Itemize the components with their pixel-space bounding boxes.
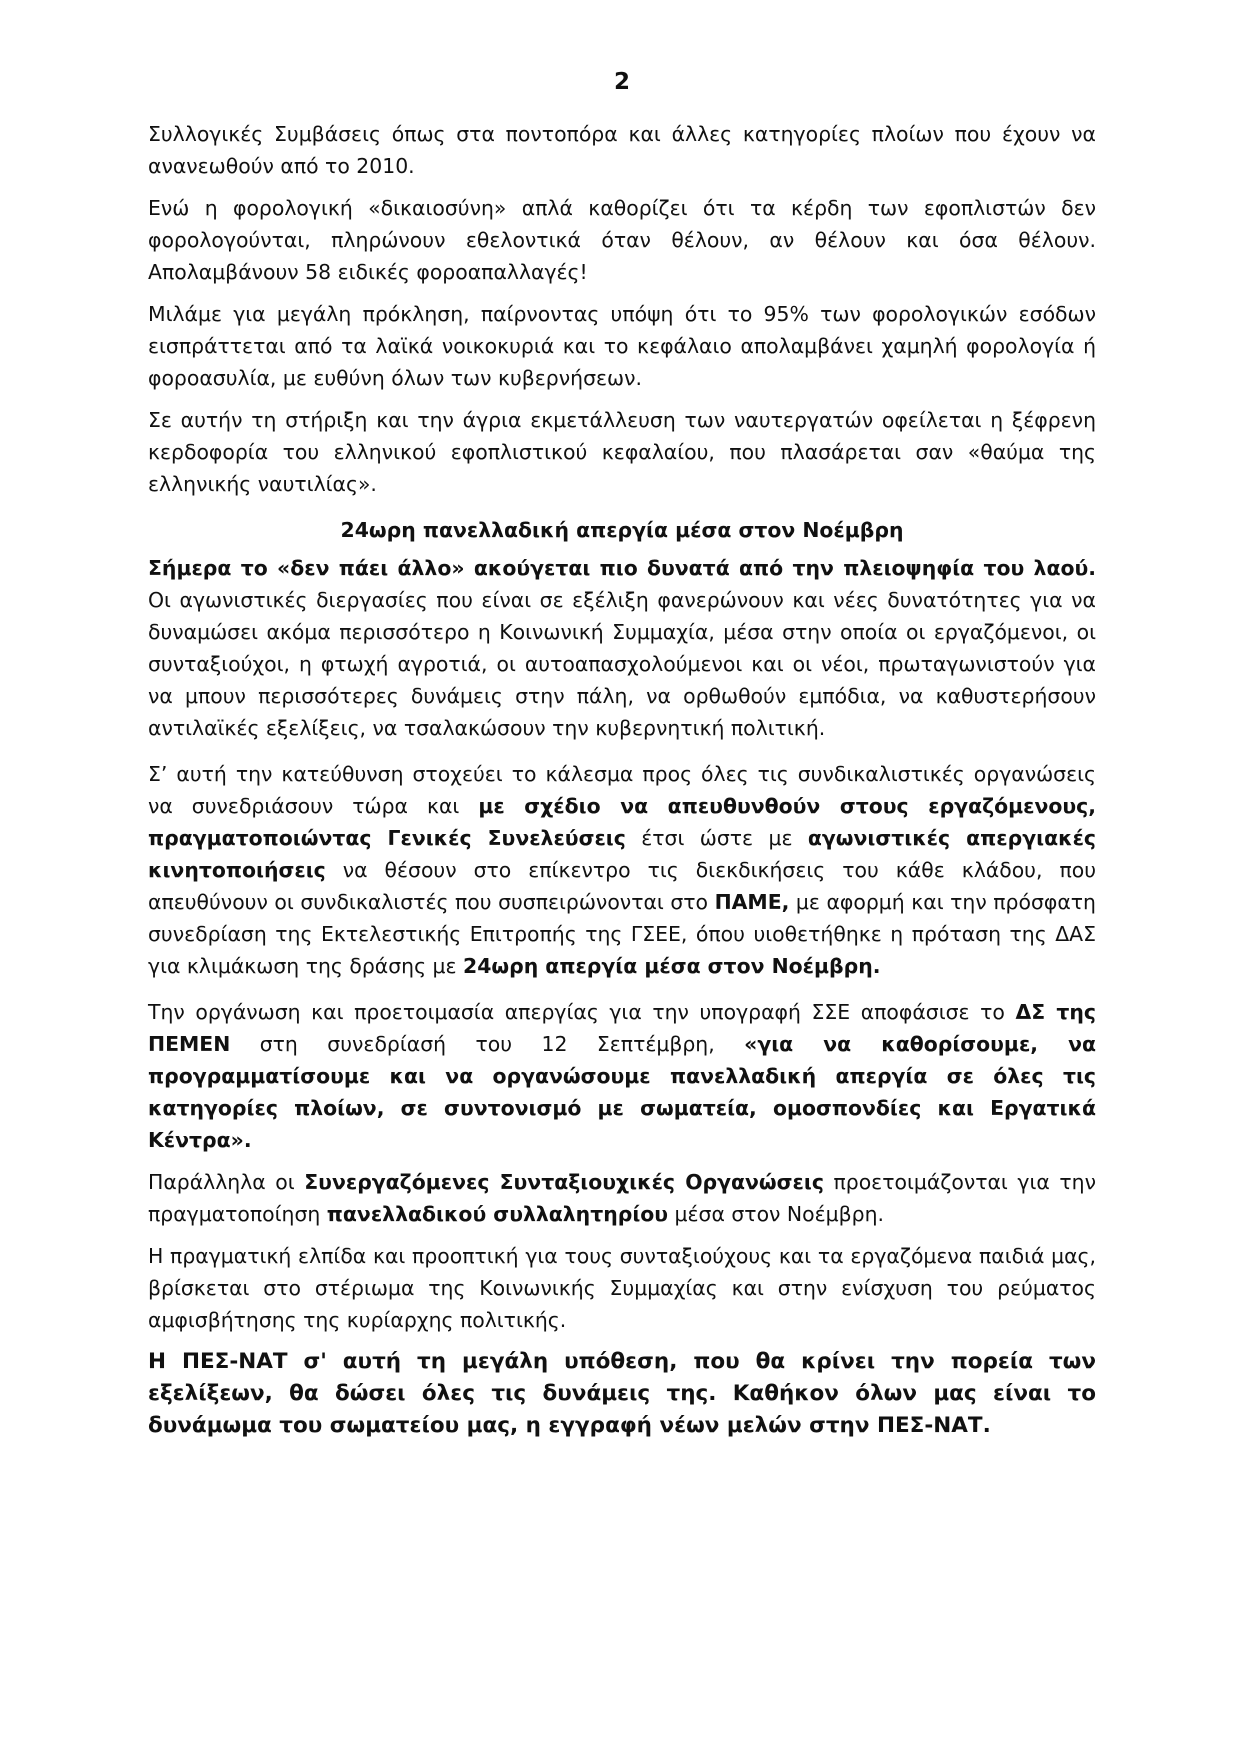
paragraph-shipping-miracle: Σε αυτήν τη στήριξη και την άγρια εκμετάλλευση των ναυτεργατών οφείλεται η ξέφρενη κερδοφορία του ελληνικού εφοπλιστικού κεφαλαίου, που πλασάρεται σαν «θαύμα της ελληνικής ναυτιλίας». xyxy=(148,408,1096,496)
text-run: με αφορμή και την πρόσφατη συνεδρίαση της Εκτελεστικής Επιτροπής της ΓΣΕΕ, όπου υιοθετήθηκε η πρόταση της ΔΑΣ για κλιμάκωση της δράσης με xyxy=(148,890,1096,978)
text-run: Οι αγωνιστικές διεργασίες που είναι σε εξέλιξη φανερώνουν και νέες δυνατότητες για να δυναμώσει ακόμα περισσότερο η Κοινωνική Συμμαχία, μέσα στην οποία οι εργαζόμενοι, οι συνταξιούχοι, η φτωχή αγροτιά, οι αυτοαπασχολούμενοι και οι νέοι, πρωταγωνιστούν για να μπουν περισσότερες δυνάμεις στην πάλη, να ορθωθούν εμπόδια, να καθυστερήσουν αντιλαϊκές εξελίξεις, να τσαλακώσουν την κυβερνητική πολιτική. xyxy=(148,588,1096,740)
paragraph-pemen-strike xyxy=(148,996,1096,1156)
bold-phrase: 24ωρη απεργία μέσα στον Νοέμβρη. xyxy=(463,954,881,978)
bold-phrase: με σχέδιο να απευθυνθούν στους εργαζόμενους, πραγματοποιώντας Γενικές Συνελεύσεις xyxy=(148,794,1096,850)
bold-phrase: ΔΣ της ΠΕΜΕΝ xyxy=(148,1000,1096,1056)
text-run: μέσα στον Νοέμβρη. xyxy=(668,1202,885,1226)
bold-phrase: Συνεργαζόμενες Συνταξιουχικές Οργανώσεις xyxy=(304,1170,824,1194)
bold-phrase: αγωνιστικές απεργιακές κινητοποιήσεις xyxy=(148,826,1097,882)
bold-phrase: Σήμερα το «δεν πάει άλλο» ακούγεται πιο δυνατά από την πλειοψηφία του λαού. xyxy=(148,556,1096,580)
paragraph-no-more xyxy=(148,552,1096,744)
text-run: προετοιμάζονται για την πραγματοποίηση xyxy=(148,1170,1096,1226)
section-heading: 24ωρη πανελλαδική απεργία μέσα στον Νοέμβρη xyxy=(340,518,904,542)
text-run: Παράλληλα οι xyxy=(148,1170,305,1194)
paragraph-real-hope: Η πραγματική ελπίδα και προοπτική για τους συνταξιούχους και τα εργαζόμενα παιδιά μας, βρίσκεται στο στέριωμα της Κοινωνικής Συμμαχίας και στην ενίσχυση του ρεύματος αμφισβήτησης της κυρίαρχης πολιτικής. xyxy=(148,1244,1096,1332)
paragraph-collective-agreements: Συλλογικές Συμβάσεις όπως στα ποντοπόρα και άλλες κατηγορίες πλοίων που έχουν να ανανεωθούν από το 2010. xyxy=(148,122,1096,178)
bold-phrase: «για να καθορίσουμε, να προγραμματίσουμε και να οργανώσουμε πανελλαδική απεργία σε όλες τις κατηγορίες πλοίων, σε συντονισμό με σωματεία, ομοσπονδίες και Εργατικά Κέντρα». xyxy=(148,1032,1097,1152)
paragraph-pensioner-rally xyxy=(148,1166,1096,1230)
text-run: στη συνεδρίασή του 12 Σεπτέμβρη, xyxy=(230,1032,745,1056)
text-run: Την οργάνωση και προετοιμασία απεργίας για την υπογραφή ΣΣΕ αποφάσισε το xyxy=(148,1000,1016,1024)
text-run: Σ’ αυτή την κατεύθυνση στοχεύει το κάλεσμα προς όλες τις συνδικαλιστικές οργανώσεις να συνεδριάσουν τώρα και xyxy=(148,762,1096,818)
bold-phrase: ΠΑΜΕ, xyxy=(714,890,790,914)
paragraph-provocation: Μιλάμε για μεγάλη πρόκληση, παίρνοντας υπόψη ότι το 95% των φορολογικών εσόδων εισπράττεται από τα λαϊκά νοικοκυριά και το κεφάλαιο απολαμβάνει χαμηλή φορολογία ή φοροασυλία, με ευθύνη όλων των κυβερνήσεων. xyxy=(148,302,1096,390)
bold-phrase: πανελλαδικού συλλαλητηρίου xyxy=(326,1202,669,1226)
page-number: 2 xyxy=(613,69,630,95)
paragraph-union-call xyxy=(148,758,1096,982)
text-run: να θέσουν στο επίκεντρο τις διεκδικήσεις του κάθε κλάδου, που απευθύνουν οι συνδικαλιστές που συσπειρώνονται στο xyxy=(148,858,1096,914)
text-run: έτσι ώστε με xyxy=(625,826,808,850)
paragraph-pes-nat-closing: Η ΠΕΣ-ΝΑΤ σ' αυτή τη μεγάλη υπόθεση, που θα κρίνει την πορεία των εξελίξεων, θα δώσει όλες τις δυνάμεις της. Καθήκον όλων μας είναι το δυνάμωμα του σωματείου μας, η εγγραφή νέων μελών στην ΠΕΣ-ΝΑΤ. xyxy=(148,1349,1096,1438)
paragraph-tax-justice: Ενώ η φορολογική «δικαιοσύνη» απλά καθορίζει ότι τα κέρδη των εφοπλιστών δεν φορολογούνται, πληρώνουν εθελοντικά όταν θέλουν, αν θέλουν και όσα θέλουν. Απολαμβάνουν 58 ειδικές φοροαπαλλαγές! xyxy=(148,196,1096,284)
document-page xyxy=(148,70,1096,1442)
